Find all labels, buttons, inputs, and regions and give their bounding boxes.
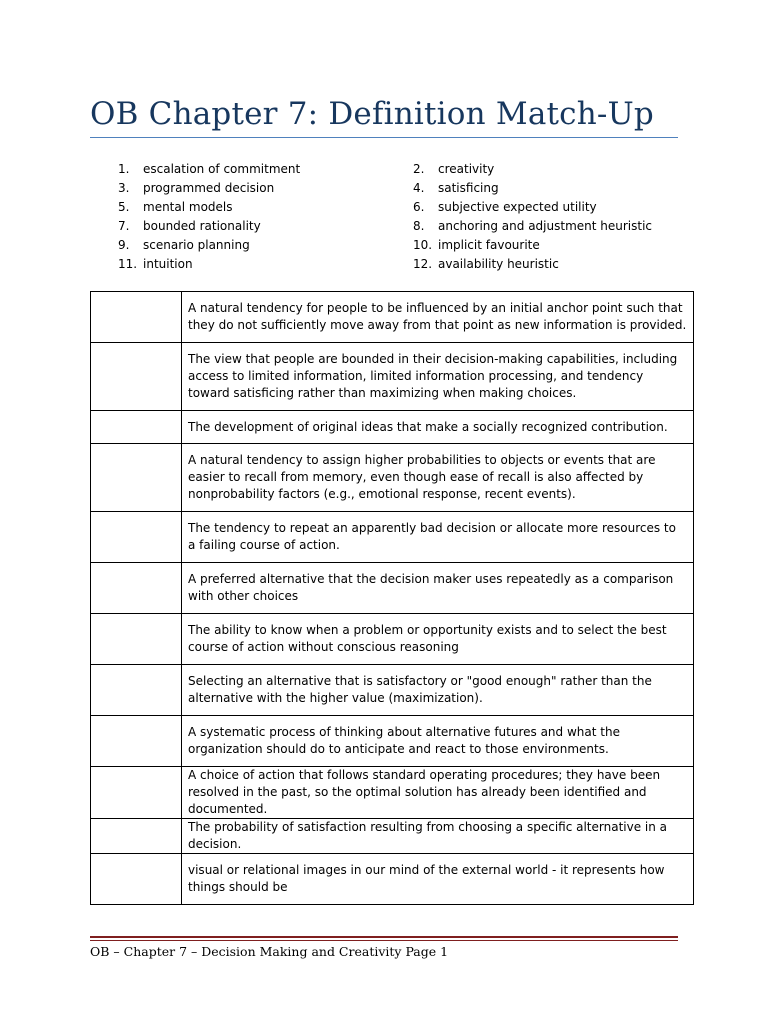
answer-cell[interactable] [91,411,182,444]
term-number: 11. [118,257,138,271]
answer-cell[interactable] [91,614,182,665]
definition-text: A natural tendency to assign higher probabilities to objects or events that are easier to recall from memory, even though ease of recall is also affected by nonprobability factors (e.g., emotional response, recent events). [182,444,694,512]
term-number: 1. [118,162,130,176]
term-item [118,160,300,179]
term-number: 12. [413,257,433,271]
term-label: bounded rationality [143,219,261,233]
term-number: 8. [413,219,425,233]
answer-cell[interactable] [91,665,182,716]
table-row [91,563,694,614]
term-label: escalation of commitment [143,162,301,176]
table-row [91,716,694,767]
term-item [413,255,652,274]
definition-text: Selecting an alternative that is satisfactory or "good enough" rather than the alternative with the higher value (maximization). [182,665,694,716]
term-number: 2. [413,162,425,176]
term-number: 9. [118,238,130,252]
term-label: intuition [143,257,193,271]
definitions-table [90,291,694,905]
definition-text: The ability to know when a problem or opportunity exists and to select the best course of action without conscious reasoning [182,614,694,665]
answer-cell[interactable] [91,716,182,767]
footer-divider [90,936,678,938]
terms-list-left [118,160,300,274]
answer-cell[interactable] [91,444,182,512]
term-label: mental models [143,200,233,214]
term-item [413,160,652,179]
answer-cell[interactable] [91,343,182,411]
table-row [91,854,694,905]
table-row [91,292,694,343]
term-label: scenario planning [143,238,250,252]
term-number: 4. [413,181,425,195]
definition-text: A choice of action that follows standard operating procedures; they have been resolved in the past, so the optimal solution has already been identified and documented. [182,767,694,819]
term-label: satisficing [438,181,499,195]
page-footer: OB – Chapter 7 – Decision Making and Creativity Page 1 [90,944,449,959]
term-label: programmed decision [143,181,275,195]
table-row [91,767,694,819]
definition-text: A preferred alternative that the decision maker uses repeatedly as a comparison with other choices [182,563,694,614]
term-item [413,198,652,217]
footer-divider-thin [90,940,678,941]
term-item [413,217,652,236]
table-row [91,444,694,512]
answer-cell[interactable] [91,292,182,343]
answer-cell[interactable] [91,563,182,614]
page-title: OB Chapter 7: Definition Match-Up [90,96,654,132]
term-label: availability heuristic [438,257,559,271]
term-item [413,179,652,198]
term-item [118,217,300,236]
term-number: 10. [413,238,433,252]
table-row [91,665,694,716]
definition-text: A systematic process of thinking about alternative futures and what the organization should do to anticipate and react to those environments. [182,716,694,767]
table-row [91,411,694,444]
definition-text: The probability of satisfaction resulting from choosing a specific alternative in a decision. [182,819,694,854]
definition-text: The tendency to repeat an apparently bad decision or allocate more resources to a failing course of action. [182,512,694,563]
term-label: anchoring and adjustment heuristic [438,219,653,233]
answer-cell[interactable] [91,767,182,819]
definition-text: The view that people are bounded in their decision-making capabilities, including access to limited information, limited information processing, and tendency toward satisficing rather than maximizing when making choices. [182,343,694,411]
definition-text: A natural tendency for people to be influenced by an initial anchor point such that they do not sufficiently move away from that point as new information is provided. [182,292,694,343]
answer-cell[interactable] [91,512,182,563]
term-label: implicit favourite [438,238,540,252]
term-item [118,198,300,217]
term-number: 5. [118,200,130,214]
term-item [118,236,300,255]
definition-text: visual or relational images in our mind of the external world - it represents how things should be [182,854,694,905]
term-label: creativity [438,162,495,176]
terms-list-right [413,160,652,274]
table-row [91,614,694,665]
term-item [118,179,300,198]
table-row [91,512,694,563]
term-number: 3. [118,181,130,195]
term-item [413,236,652,255]
term-number: 7. [118,219,130,233]
table-row [91,819,694,854]
term-label: subjective expected utility [438,200,597,214]
term-number: 6. [413,200,425,214]
answer-cell[interactable] [91,819,182,854]
title-underline [90,137,678,138]
term-item [118,255,300,274]
answer-cell[interactable] [91,854,182,905]
table-row [91,343,694,411]
definition-text: The development of original ideas that make a socially recognized contribution. [182,411,694,444]
